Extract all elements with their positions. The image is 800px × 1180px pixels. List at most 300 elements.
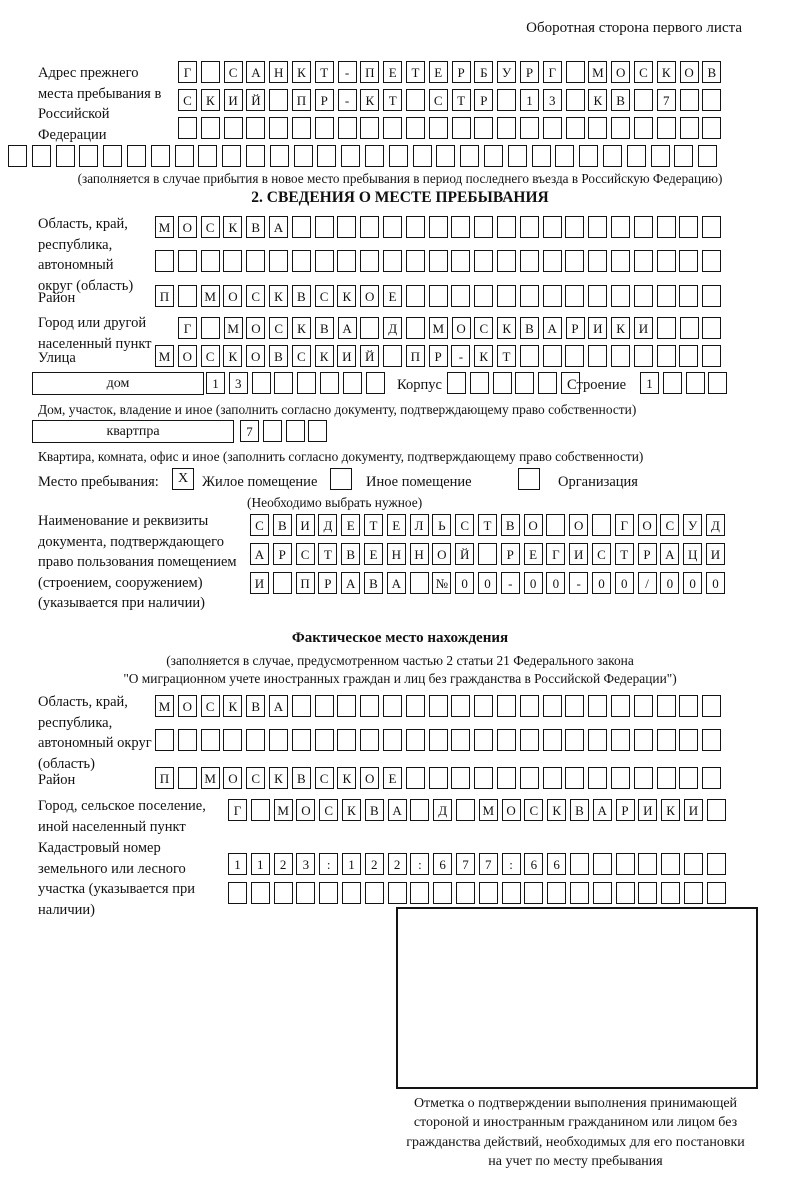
char-box[interactable]: 0 bbox=[478, 572, 497, 594]
char-box[interactable] bbox=[436, 145, 455, 167]
char-box[interactable]: М bbox=[155, 216, 174, 238]
char-box[interactable]: Л bbox=[410, 514, 429, 536]
char-box[interactable]: 0 bbox=[615, 572, 634, 594]
char-box[interactable]: О bbox=[432, 543, 451, 565]
char-box[interactable] bbox=[588, 285, 607, 307]
char-box[interactable] bbox=[246, 145, 265, 167]
char-box[interactable] bbox=[360, 216, 379, 238]
char-box[interactable] bbox=[543, 285, 562, 307]
char-box[interactable] bbox=[389, 145, 408, 167]
char-box[interactable] bbox=[383, 250, 402, 272]
char-box[interactable] bbox=[566, 117, 585, 139]
char-box[interactable] bbox=[269, 89, 288, 111]
char-box[interactable]: 3 bbox=[296, 853, 315, 875]
char-box[interactable] bbox=[201, 317, 220, 339]
char-box[interactable]: С bbox=[246, 767, 265, 789]
char-box[interactable] bbox=[657, 117, 676, 139]
char-box[interactable]: К bbox=[292, 317, 311, 339]
char-box[interactable]: Д bbox=[706, 514, 725, 536]
char-box[interactable]: 1 bbox=[228, 853, 247, 875]
char-box[interactable]: А bbox=[593, 799, 612, 821]
char-box[interactable]: О bbox=[296, 799, 315, 821]
char-box[interactable]: В bbox=[292, 285, 311, 307]
char-box[interactable]: И bbox=[224, 89, 243, 111]
char-box[interactable] bbox=[474, 695, 493, 717]
char-box[interactable] bbox=[588, 216, 607, 238]
char-box[interactable] bbox=[702, 250, 721, 272]
char-box[interactable] bbox=[702, 216, 721, 238]
char-box[interactable]: Б bbox=[474, 61, 493, 83]
char-box[interactable]: О bbox=[680, 61, 699, 83]
char-box[interactable] bbox=[319, 882, 338, 904]
char-box[interactable] bbox=[702, 317, 721, 339]
char-box[interactable]: В bbox=[520, 317, 539, 339]
char-box[interactable] bbox=[292, 729, 311, 751]
char-box[interactable] bbox=[592, 514, 611, 536]
char-box[interactable] bbox=[127, 145, 146, 167]
checkbox-residential[interactable]: X bbox=[172, 468, 194, 490]
char-box[interactable] bbox=[263, 420, 282, 442]
char-box[interactable] bbox=[611, 345, 630, 367]
char-box[interactable] bbox=[337, 216, 356, 238]
char-box[interactable] bbox=[570, 853, 589, 875]
char-box[interactable] bbox=[611, 250, 630, 272]
char-box[interactable]: К bbox=[661, 799, 680, 821]
char-box[interactable] bbox=[286, 420, 305, 442]
char-box[interactable] bbox=[178, 767, 197, 789]
char-box[interactable] bbox=[679, 767, 698, 789]
char-box[interactable]: К bbox=[657, 61, 676, 83]
char-box[interactable] bbox=[366, 372, 385, 394]
char-box[interactable]: У bbox=[497, 61, 516, 83]
char-box[interactable] bbox=[315, 117, 334, 139]
char-box[interactable]: К bbox=[611, 317, 630, 339]
char-box[interactable]: 6 bbox=[433, 853, 452, 875]
char-box[interactable] bbox=[175, 145, 194, 167]
char-box[interactable] bbox=[315, 695, 334, 717]
char-box[interactable] bbox=[474, 729, 493, 751]
char-box[interactable]: Й bbox=[360, 345, 379, 367]
char-box[interactable] bbox=[178, 117, 197, 139]
char-box[interactable] bbox=[543, 729, 562, 751]
char-box[interactable] bbox=[79, 145, 98, 167]
char-box[interactable]: О bbox=[638, 514, 657, 536]
char-box[interactable] bbox=[447, 372, 466, 394]
char-box[interactable] bbox=[657, 250, 676, 272]
char-box[interactable] bbox=[342, 882, 361, 904]
char-box[interactable] bbox=[317, 145, 336, 167]
char-box[interactable]: С bbox=[292, 345, 311, 367]
char-box[interactable]: И bbox=[638, 799, 657, 821]
char-box[interactable] bbox=[383, 117, 402, 139]
char-box[interactable] bbox=[634, 767, 653, 789]
char-box[interactable] bbox=[223, 729, 242, 751]
char-box[interactable]: И bbox=[337, 345, 356, 367]
char-box[interactable] bbox=[413, 145, 432, 167]
char-box[interactable]: И bbox=[296, 514, 315, 536]
char-box[interactable] bbox=[702, 729, 721, 751]
char-box[interactable]: - bbox=[338, 89, 357, 111]
char-box[interactable] bbox=[657, 767, 676, 789]
char-box[interactable]: 7 bbox=[657, 89, 676, 111]
char-box[interactable]: : bbox=[502, 853, 521, 875]
char-box[interactable] bbox=[273, 572, 292, 594]
char-box[interactable] bbox=[686, 372, 705, 394]
char-box[interactable] bbox=[474, 216, 493, 238]
char-box[interactable]: Т bbox=[406, 61, 425, 83]
char-box[interactable]: С bbox=[201, 216, 220, 238]
char-box[interactable] bbox=[452, 117, 471, 139]
char-box[interactable] bbox=[456, 799, 475, 821]
char-box[interactable] bbox=[546, 514, 565, 536]
char-box[interactable] bbox=[679, 729, 698, 751]
char-box[interactable]: С bbox=[455, 514, 474, 536]
char-box[interactable] bbox=[410, 799, 429, 821]
char-box[interactable] bbox=[679, 216, 698, 238]
char-box[interactable]: - bbox=[338, 61, 357, 83]
char-box[interactable]: А bbox=[387, 572, 406, 594]
char-box[interactable]: А bbox=[338, 317, 357, 339]
char-box[interactable]: В bbox=[365, 799, 384, 821]
char-box[interactable] bbox=[297, 372, 316, 394]
char-box[interactable]: К bbox=[474, 345, 493, 367]
char-box[interactable] bbox=[663, 372, 682, 394]
char-box[interactable] bbox=[566, 89, 585, 111]
char-box[interactable]: Е bbox=[383, 767, 402, 789]
char-box[interactable]: 6 bbox=[524, 853, 543, 875]
char-box[interactable]: 0 bbox=[683, 572, 702, 594]
char-box[interactable] bbox=[292, 216, 311, 238]
char-box[interactable]: Н bbox=[387, 543, 406, 565]
char-box[interactable]: Н bbox=[410, 543, 429, 565]
char-box[interactable] bbox=[634, 729, 653, 751]
char-box[interactable]: В bbox=[702, 61, 721, 83]
char-box[interactable]: А bbox=[388, 799, 407, 821]
char-box[interactable] bbox=[684, 882, 703, 904]
char-box[interactable]: 0 bbox=[546, 572, 565, 594]
char-box[interactable] bbox=[515, 372, 534, 394]
char-box[interactable] bbox=[520, 250, 539, 272]
char-box[interactable] bbox=[429, 729, 448, 751]
char-box[interactable] bbox=[520, 117, 539, 139]
char-box[interactable]: И bbox=[250, 572, 269, 594]
char-box[interactable] bbox=[406, 285, 425, 307]
char-box[interactable] bbox=[611, 767, 630, 789]
char-box[interactable] bbox=[383, 216, 402, 238]
char-box[interactable] bbox=[493, 372, 512, 394]
char-box[interactable]: Т bbox=[478, 514, 497, 536]
char-box[interactable]: Е bbox=[383, 285, 402, 307]
char-box[interactable] bbox=[588, 729, 607, 751]
char-box[interactable] bbox=[657, 729, 676, 751]
char-box[interactable] bbox=[246, 117, 265, 139]
char-box[interactable] bbox=[634, 117, 653, 139]
char-box[interactable] bbox=[155, 250, 174, 272]
char-box[interactable] bbox=[474, 285, 493, 307]
char-box[interactable]: О bbox=[246, 345, 265, 367]
char-box[interactable]: 1 bbox=[640, 372, 659, 394]
char-box[interactable] bbox=[451, 729, 470, 751]
char-box[interactable]: А bbox=[660, 543, 679, 565]
char-box[interactable] bbox=[315, 250, 334, 272]
char-box[interactable]: О bbox=[178, 216, 197, 238]
char-box[interactable]: Г bbox=[178, 317, 197, 339]
char-box[interactable] bbox=[674, 145, 693, 167]
char-box[interactable] bbox=[251, 882, 270, 904]
char-box[interactable]: П bbox=[296, 572, 315, 594]
char-box[interactable] bbox=[451, 216, 470, 238]
char-box[interactable]: П bbox=[155, 767, 174, 789]
char-box[interactable]: Е bbox=[387, 514, 406, 536]
char-box[interactable] bbox=[406, 729, 425, 751]
char-box[interactable] bbox=[406, 216, 425, 238]
char-box[interactable] bbox=[708, 372, 727, 394]
char-box[interactable] bbox=[456, 882, 475, 904]
char-box[interactable]: Г bbox=[615, 514, 634, 536]
char-box[interactable]: Й bbox=[246, 89, 265, 111]
char-box[interactable] bbox=[406, 89, 425, 111]
char-box[interactable]: С bbox=[178, 89, 197, 111]
char-box[interactable] bbox=[251, 799, 270, 821]
char-box[interactable] bbox=[269, 729, 288, 751]
char-box[interactable]: М bbox=[155, 345, 174, 367]
char-box[interactable] bbox=[579, 145, 598, 167]
char-box[interactable] bbox=[178, 285, 197, 307]
char-box[interactable]: 7 bbox=[240, 420, 259, 442]
char-box[interactable] bbox=[638, 882, 657, 904]
char-box[interactable] bbox=[315, 729, 334, 751]
char-box[interactable] bbox=[365, 882, 384, 904]
char-box[interactable]: 0 bbox=[592, 572, 611, 594]
char-box[interactable] bbox=[497, 285, 516, 307]
char-box[interactable]: О bbox=[452, 317, 471, 339]
char-box[interactable]: Е bbox=[341, 514, 360, 536]
char-box[interactable]: № bbox=[432, 572, 451, 594]
char-box[interactable] bbox=[611, 117, 630, 139]
char-box[interactable]: Р bbox=[273, 543, 292, 565]
char-box[interactable]: Е bbox=[429, 61, 448, 83]
char-box[interactable]: С bbox=[524, 799, 543, 821]
char-box[interactable]: А bbox=[543, 317, 562, 339]
char-box[interactable] bbox=[702, 117, 721, 139]
char-box[interactable]: К bbox=[201, 89, 220, 111]
char-box[interactable] bbox=[508, 145, 527, 167]
char-box[interactable] bbox=[543, 117, 562, 139]
char-box[interactable]: К bbox=[223, 345, 242, 367]
char-box[interactable]: С bbox=[250, 514, 269, 536]
char-box[interactable]: К bbox=[497, 317, 516, 339]
char-box[interactable] bbox=[543, 250, 562, 272]
char-box[interactable]: О bbox=[502, 799, 521, 821]
char-box[interactable] bbox=[451, 695, 470, 717]
char-box[interactable]: О bbox=[524, 514, 543, 536]
char-box[interactable] bbox=[222, 145, 241, 167]
char-box[interactable]: В bbox=[246, 216, 265, 238]
char-box[interactable]: Т bbox=[383, 89, 402, 111]
char-box[interactable] bbox=[103, 145, 122, 167]
char-box[interactable]: Р bbox=[616, 799, 635, 821]
char-box[interactable]: 6 bbox=[547, 853, 566, 875]
char-box[interactable]: 1 bbox=[520, 89, 539, 111]
char-box[interactable] bbox=[657, 695, 676, 717]
char-box[interactable]: К bbox=[223, 216, 242, 238]
char-box[interactable]: 0 bbox=[660, 572, 679, 594]
char-box[interactable]: П bbox=[406, 345, 425, 367]
house-field[interactable]: дом bbox=[32, 372, 204, 395]
char-box[interactable]: Д bbox=[318, 514, 337, 536]
char-box[interactable] bbox=[616, 853, 635, 875]
char-box[interactable]: К bbox=[292, 61, 311, 83]
char-box[interactable]: Т bbox=[452, 89, 471, 111]
char-box[interactable] bbox=[451, 767, 470, 789]
char-box[interactable]: Г bbox=[178, 61, 197, 83]
char-box[interactable] bbox=[634, 285, 653, 307]
char-box[interactable] bbox=[429, 117, 448, 139]
char-box[interactable] bbox=[178, 250, 197, 272]
char-box[interactable]: У bbox=[683, 514, 702, 536]
char-box[interactable] bbox=[497, 695, 516, 717]
char-box[interactable] bbox=[429, 216, 448, 238]
char-box[interactable]: В bbox=[341, 543, 360, 565]
char-box[interactable]: Ц bbox=[683, 543, 702, 565]
char-box[interactable]: С bbox=[429, 89, 448, 111]
char-box[interactable]: / bbox=[638, 572, 657, 594]
char-box[interactable]: Т bbox=[497, 345, 516, 367]
char-box[interactable]: В bbox=[611, 89, 630, 111]
char-box[interactable]: А bbox=[269, 216, 288, 238]
char-box[interactable] bbox=[588, 117, 607, 139]
char-box[interactable] bbox=[680, 317, 699, 339]
char-box[interactable]: - bbox=[501, 572, 520, 594]
char-box[interactable] bbox=[151, 145, 170, 167]
char-box[interactable] bbox=[565, 729, 584, 751]
char-box[interactable]: О bbox=[611, 61, 630, 83]
char-box[interactable] bbox=[388, 882, 407, 904]
char-box[interactable] bbox=[292, 117, 311, 139]
apartment-field[interactable]: квартпра bbox=[32, 420, 234, 443]
char-box[interactable] bbox=[178, 729, 197, 751]
char-box[interactable] bbox=[360, 317, 379, 339]
char-box[interactable] bbox=[497, 729, 516, 751]
char-box[interactable] bbox=[520, 345, 539, 367]
char-box[interactable] bbox=[341, 145, 360, 167]
char-box[interactable] bbox=[593, 853, 612, 875]
char-box[interactable]: Д bbox=[433, 799, 452, 821]
char-box[interactable] bbox=[657, 317, 676, 339]
char-box[interactable]: П bbox=[360, 61, 379, 83]
char-box[interactable] bbox=[611, 216, 630, 238]
char-box[interactable]: 3 bbox=[229, 372, 248, 394]
char-box[interactable] bbox=[460, 145, 479, 167]
char-box[interactable] bbox=[565, 345, 584, 367]
char-box[interactable]: Н bbox=[269, 61, 288, 83]
char-box[interactable]: В bbox=[273, 514, 292, 536]
char-box[interactable] bbox=[292, 695, 311, 717]
char-box[interactable] bbox=[56, 145, 75, 167]
char-box[interactable]: 0 bbox=[706, 572, 725, 594]
char-box[interactable]: М bbox=[201, 285, 220, 307]
char-box[interactable] bbox=[292, 250, 311, 272]
char-box[interactable]: О bbox=[178, 345, 197, 367]
char-box[interactable]: С bbox=[634, 61, 653, 83]
char-box[interactable]: И bbox=[634, 317, 653, 339]
char-box[interactable] bbox=[429, 250, 448, 272]
char-box[interactable] bbox=[410, 572, 429, 594]
char-box[interactable]: О bbox=[360, 285, 379, 307]
char-box[interactable] bbox=[360, 729, 379, 751]
char-box[interactable] bbox=[707, 799, 726, 821]
char-box[interactable]: 2 bbox=[274, 853, 293, 875]
char-box[interactable]: М bbox=[155, 695, 174, 717]
char-box[interactable]: С bbox=[474, 317, 493, 339]
char-box[interactable]: О bbox=[360, 767, 379, 789]
char-box[interactable]: Т bbox=[318, 543, 337, 565]
char-box[interactable] bbox=[269, 117, 288, 139]
char-box[interactable] bbox=[588, 695, 607, 717]
char-box[interactable]: Р bbox=[315, 89, 334, 111]
char-box[interactable]: С bbox=[315, 767, 334, 789]
char-box[interactable] bbox=[8, 145, 27, 167]
char-box[interactable]: Р bbox=[638, 543, 657, 565]
char-box[interactable] bbox=[616, 882, 635, 904]
char-box[interactable] bbox=[611, 695, 630, 717]
char-box[interactable] bbox=[707, 882, 726, 904]
char-box[interactable] bbox=[337, 250, 356, 272]
char-box[interactable] bbox=[565, 216, 584, 238]
char-box[interactable]: С bbox=[315, 285, 334, 307]
checkbox-organization[interactable] bbox=[518, 468, 540, 490]
char-box[interactable] bbox=[611, 729, 630, 751]
char-box[interactable]: С bbox=[246, 285, 265, 307]
char-box[interactable]: 7 bbox=[456, 853, 475, 875]
char-box[interactable] bbox=[538, 372, 557, 394]
char-box[interactable]: М bbox=[588, 61, 607, 83]
char-box[interactable]: 7 bbox=[479, 853, 498, 875]
char-box[interactable] bbox=[593, 882, 612, 904]
char-box[interactable] bbox=[406, 767, 425, 789]
char-box[interactable] bbox=[246, 729, 265, 751]
char-box[interactable] bbox=[543, 216, 562, 238]
char-box[interactable] bbox=[570, 882, 589, 904]
char-box[interactable]: И bbox=[569, 543, 588, 565]
char-box[interactable]: А bbox=[250, 543, 269, 565]
char-box[interactable]: Е bbox=[524, 543, 543, 565]
char-box[interactable]: М bbox=[224, 317, 243, 339]
char-box[interactable] bbox=[702, 285, 721, 307]
char-box[interactable] bbox=[611, 285, 630, 307]
char-box[interactable] bbox=[661, 882, 680, 904]
char-box[interactable] bbox=[474, 250, 493, 272]
char-box[interactable] bbox=[383, 729, 402, 751]
char-box[interactable]: К bbox=[269, 767, 288, 789]
char-box[interactable]: : bbox=[319, 853, 338, 875]
char-box[interactable] bbox=[679, 285, 698, 307]
char-box[interactable] bbox=[360, 117, 379, 139]
char-box[interactable] bbox=[383, 695, 402, 717]
char-box[interactable]: С bbox=[201, 345, 220, 367]
char-box[interactable]: 0 bbox=[455, 572, 474, 594]
char-box[interactable] bbox=[470, 372, 489, 394]
char-box[interactable] bbox=[155, 729, 174, 751]
char-box[interactable]: К bbox=[223, 695, 242, 717]
char-box[interactable] bbox=[702, 345, 721, 367]
char-box[interactable] bbox=[406, 695, 425, 717]
char-box[interactable]: Т bbox=[615, 543, 634, 565]
char-box[interactable] bbox=[702, 695, 721, 717]
char-box[interactable] bbox=[338, 117, 357, 139]
char-box[interactable]: С bbox=[269, 317, 288, 339]
char-box[interactable]: Т bbox=[364, 514, 383, 536]
